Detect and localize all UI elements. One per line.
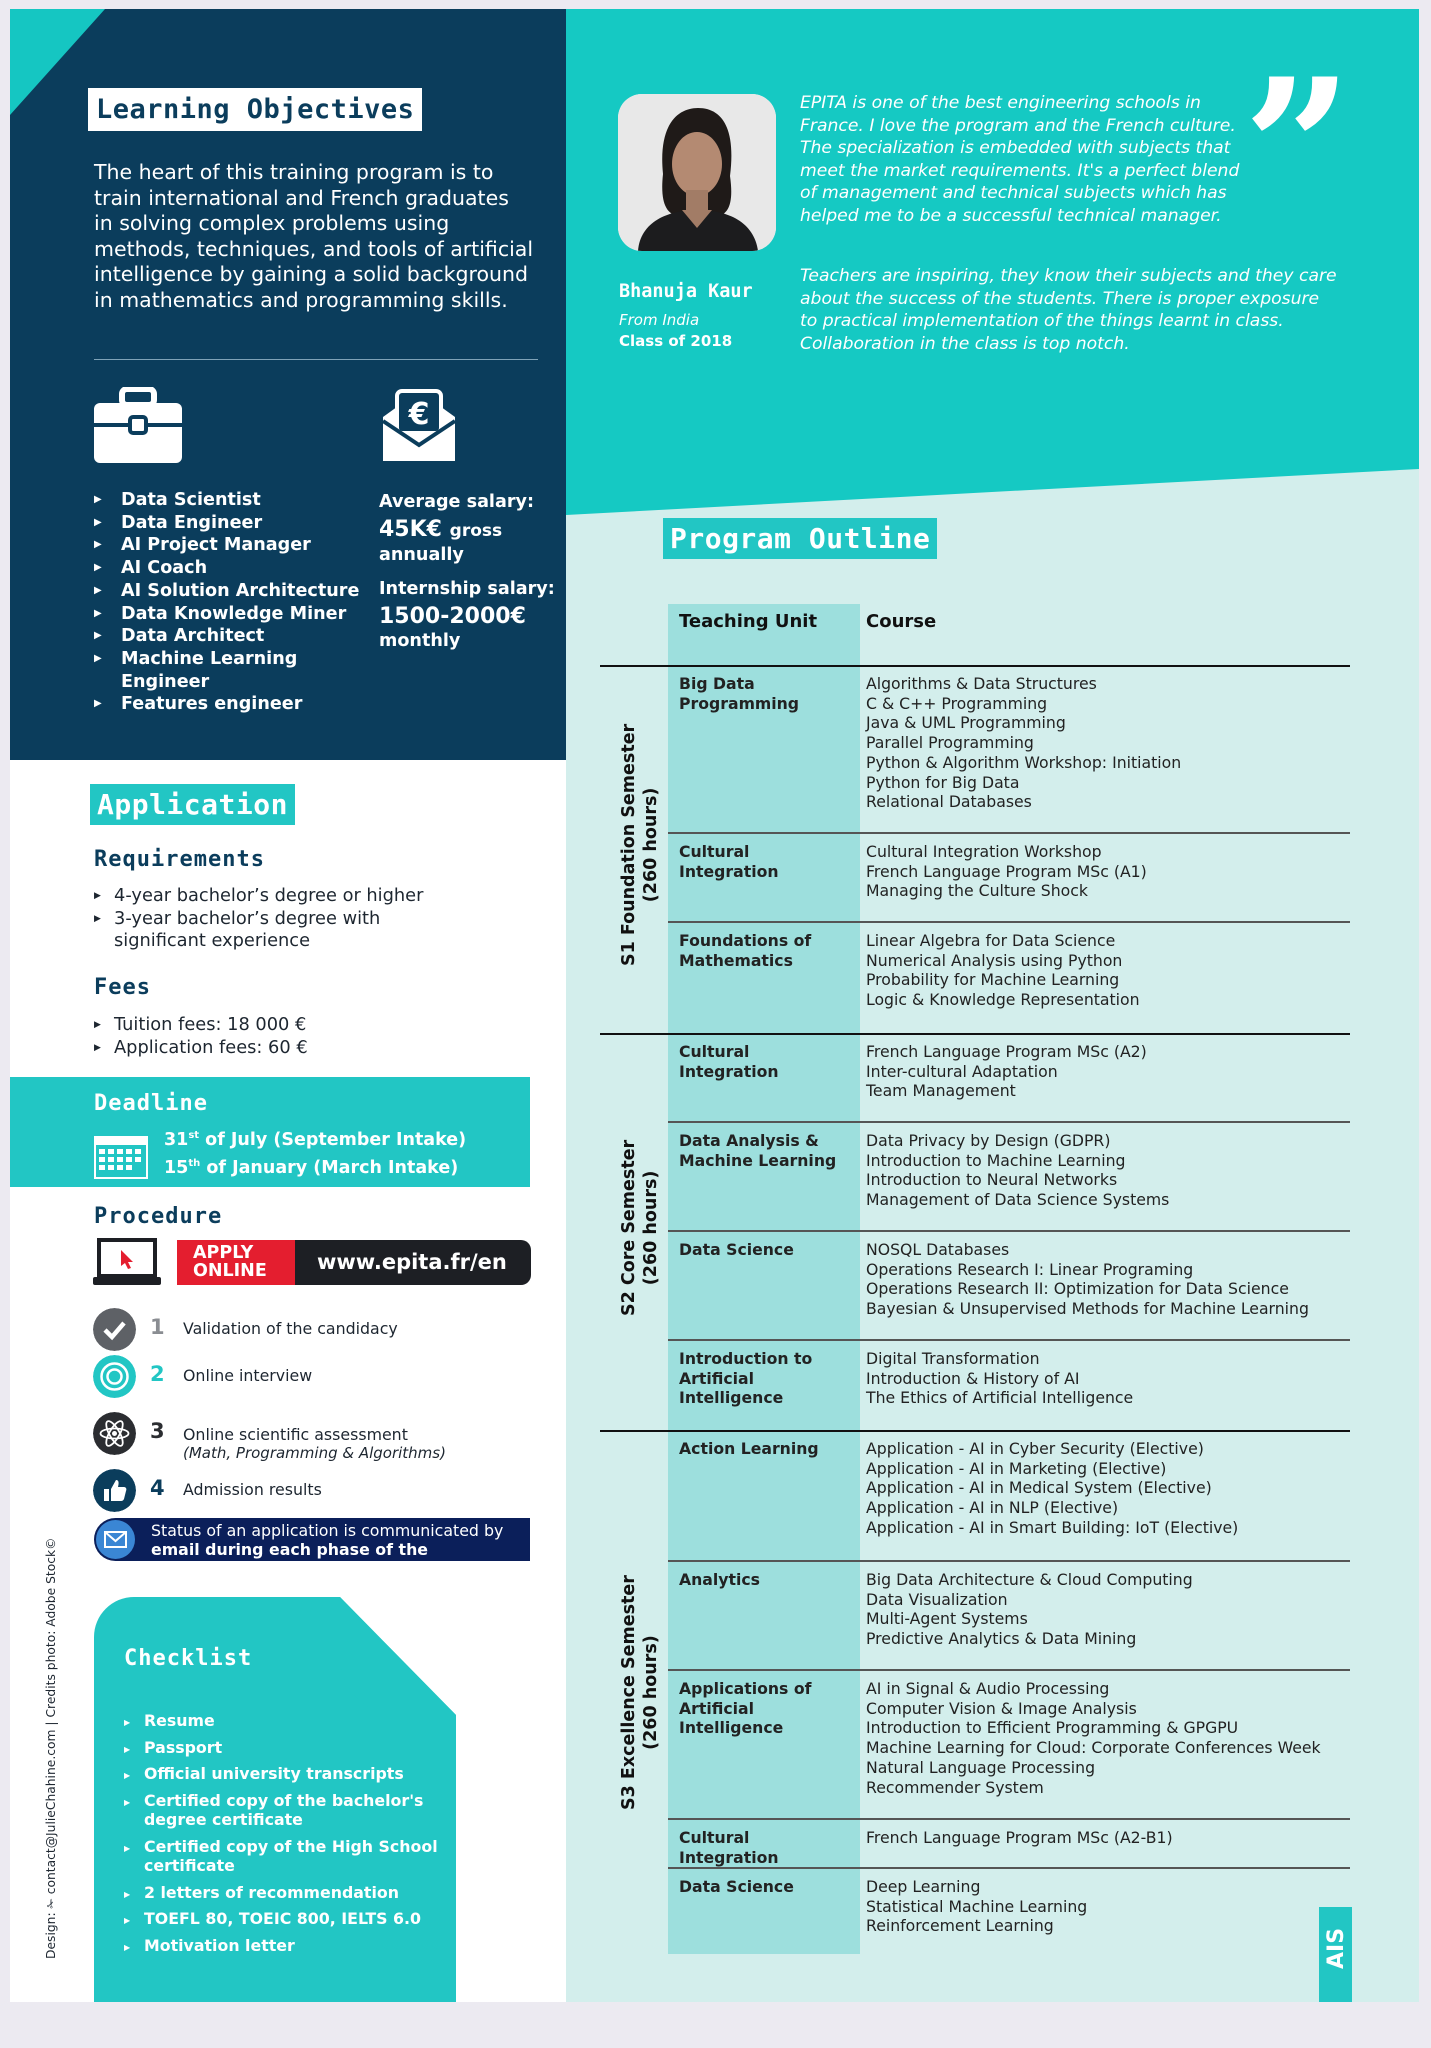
checklist-item: ▶ 2 letters of recommendation [124,1883,444,1903]
course-list [866,674,1181,812]
teaching-unit: Data Science [679,1240,794,1259]
email-status-bar [94,1518,530,1578]
course-item: Managing the Culture Shock [866,881,1088,901]
student-portrait-icon [618,94,776,251]
course-item: Introduction to Neural Networks [866,1170,1118,1190]
row-divider [668,921,1350,923]
career-item: ▶ Data Scientist [94,489,364,512]
course-item: Digital Transformation [866,1349,1040,1368]
average-salary-value: 45K€ gross [379,517,503,542]
semester-label: S3 Excellence Semester (260 hours) [619,1575,661,1811]
course-item: Logic & Knowledge Representation [866,990,1140,1010]
thumbs-up-icon [93,1469,136,1512]
course-list [866,1042,1147,1101]
course-item: Probability for Machine Learning [866,970,1120,990]
checklist-item: ▶ Motivation letter [124,1936,444,1956]
course-item: Application - AI in Smart Building: IoT (Elective) [866,1517,1239,1537]
course-item: C & C++ Programming [866,693,1048,713]
course-item: Operations Research II: Optimization for Data Science [866,1279,1289,1299]
teaching-unit: Foundations of Mathematics [679,931,812,970]
fee-item: ▶ Application fees: 60 € [94,1037,454,1060]
course-item: Deep Learning [866,1877,981,1896]
checklist-item: ▶ Certified copy of the High School certificate [124,1837,444,1876]
course-item: Application - AI in Medical System (Elective) [866,1478,1212,1498]
page-fold-decoration [340,1597,456,1715]
row-divider [668,1230,1350,1232]
course-item: Statistical Machine Learning [866,1896,1088,1916]
course-item: Bayesian & Unsupervised Methods for Machine Learning [866,1299,1309,1319]
course-item: Big Data Architecture & Cloud Computing [866,1570,1193,1589]
course-item: Machine Learning for Cloud: Corporate Conferences Week [866,1738,1321,1758]
semester-label: S1 Foundation Semester (260 hours) [619,723,661,966]
checklist-list [124,1711,444,1962]
teaching-unit-header: Teaching Unit [679,611,818,632]
career-item: ▶ Data Knowledge Miner [94,603,364,626]
student-class: Class of 2018 [619,332,733,350]
internship-salary-label: Internship salary: [379,579,555,599]
row-divider [668,1818,1350,1820]
career-item: ▶ Data Architect [94,625,364,648]
row-divider [668,1669,1350,1671]
course-item: Java & UML Programming [866,713,1066,733]
course-header: Course [866,611,937,632]
atom-icon [93,1412,136,1455]
website-link[interactable]: www.epita.fr/en [295,1240,531,1285]
student-photo [618,94,776,251]
testimonial-paragraph-2: Teachers are inspiring, they know their subjects and they care about the success of the students. There is proper exposure to practical implementation of the things learnt in class. Collaboration in the class is top notch. [800,266,1337,354]
course-item: Python for Big Data [866,772,1020,792]
row-divider [668,832,1350,834]
course-item: Linear Algebra for Data Science [866,931,1116,950]
course-list [866,1349,1133,1408]
procedure-step-1: 1 Validation of the candidacy [93,1308,533,1354]
course-item: Application - AI in Marketing (Elective) [866,1458,1167,1478]
teaching-unit: Data Analysis & Machine Learning [679,1131,837,1170]
course-item: Numerical Analysis using Python [866,950,1123,970]
quote-mark-icon: ” [1243,37,1353,260]
course-item: Python & Algorithm Workshop: Initiation [866,752,1182,772]
deadline-march: 15th of January (March Intake) [164,1158,459,1179]
svg-text:€: € [408,397,430,432]
course-list [866,842,1147,901]
diagonal-accent [566,469,1419,515]
teaching-unit-column [668,604,860,1954]
course-list [866,1679,1321,1797]
course-item: The Ethics of Artificial Intelligence [866,1388,1134,1408]
program-outline-title: Program Outline [663,518,937,559]
requirements-list [94,885,454,953]
procedure-heading: Procedure [94,1204,223,1229]
course-list [866,1877,1087,1936]
career-item: ▶ Features engineer [94,693,364,716]
procedure-step-3: 3 Online scientific assessment (Math, Programming & Algorithms) [93,1412,533,1458]
career-item: ▶ Machine Learning Engineer [94,648,364,693]
testimonial-paragraph-1: EPITA is one of the best engineering schools in France. I love the program and the French culture. The specialization is embedded with subjects that meet the market requirements. It's a perfect blend of management and technical subjects which has helped me to be a successful technical manager. [800,93,1240,226]
checklist-item: ▶ Passport [124,1738,444,1758]
course-item: Parallel Programming [866,733,1034,753]
row-divider [668,1867,1350,1869]
checklist-item: ▶ Official university transcripts [124,1764,444,1784]
application-title: Application [90,784,295,825]
course-item: Data Privacy by Design (GDPR) [866,1131,1111,1150]
course-list [866,1828,1173,1848]
student-name: Bhanuja Kaur [619,281,753,302]
course-item: French Language Program MSc (A1) [866,861,1147,881]
apply-online-button[interactable]: APPLY ONLINE [177,1240,295,1285]
teaching-unit: Introduction to Artificial Intelligence [679,1349,813,1407]
average-salary-period: annually [379,545,464,565]
average-salary-label: Average salary: [379,492,535,512]
career-item: ▶ AI Solution Architecture [94,580,364,603]
fees-heading: Fees [94,975,151,1000]
course-item: Operations Research I: Linear Programing [866,1259,1194,1279]
course-item: Natural Language Processing [866,1757,1096,1777]
career-list [94,489,364,716]
deadline-banner [10,1077,530,1187]
course-item: Introduction to Machine Learning [866,1150,1126,1170]
checkmark-icon [93,1308,136,1351]
divider [94,359,538,360]
teaching-unit: Applications of Artificial Intelligence [679,1679,812,1737]
learning-objectives-panel [10,9,566,760]
course-item: Multi-Agent Systems [866,1609,1028,1629]
course-item: Team Management [866,1081,1016,1101]
semester-divider [600,1430,1350,1432]
course-list [866,1240,1309,1319]
teaching-unit: Action Learning [679,1439,819,1458]
semester-divider [600,665,1350,667]
design-credits: Design: ✁ contact@JulieChahine.com | Credits photo: Adobe Stock© [44,1537,58,1959]
deadline-title: Deadline [94,1091,208,1116]
step-text: Admission results [183,1480,322,1499]
course-item: Cultural Integration Workshop [866,842,1102,861]
row-divider [668,1121,1350,1123]
course-item: Recommender System [866,1777,1044,1797]
requirement-item: ▶ 3-year bachelor’s degree with significant experience [94,908,454,953]
course-item: Predictive Analytics & Data Mining [866,1629,1137,1649]
course-item: AI in Signal & Audio Processing [866,1679,1110,1698]
course-item: French Language Program MSc (A2-B1) [866,1828,1173,1847]
ais-badge: AIS [1319,1907,1352,2002]
course-item: Computer Vision & Image Analysis [866,1698,1137,1718]
course-list [866,931,1140,1010]
course-item: Application - AI in NLP (Elective) [866,1498,1119,1518]
requirements-heading: Requirements [94,847,265,872]
apply-online-bar[interactable] [93,1238,531,1287]
procedure-step-4: 4 Admission results [93,1469,533,1515]
euro-envelope-icon [379,387,459,465]
career-item: ▶ AI Project Manager [94,534,364,557]
course-item: Data Visualization [866,1589,1008,1609]
career-item: ▶ Data Engineer [94,512,364,535]
course-list [866,1131,1169,1210]
fees-list [94,1014,454,1059]
fee-item: ▶ Tuition fees: 18 000 € [94,1014,454,1037]
checklist-item: ▶ TOEFL 80, TOEIC 800, IELTS 6.0 [124,1909,444,1929]
briefcase-icon [94,387,182,465]
semester-label: S2 Core Semester (260 hours) [619,1140,661,1317]
email-status-text: Status of an application is communicated by email during each phase of the procedure. [151,1521,504,1578]
step-text: Online scientific assessment (Math, Programming & Algorithms) [183,1425,446,1462]
course-list [866,1439,1238,1538]
checklist-item: ▶ Certified copy of the bachelor's degree certificate [124,1791,444,1830]
semester-divider [600,1033,1350,1035]
course-item: Management of Data Science Systems [866,1190,1170,1210]
teaching-unit: Cultural Integration [679,1042,779,1081]
deadline-dates [164,1124,466,1181]
step-text: Online interview [183,1366,313,1385]
learning-objectives-title: Learning Objectives [88,88,422,131]
course-item: Introduction to Efficient Programming & GPGPU [866,1718,1239,1738]
salary-info [379,491,569,652]
teaching-unit: Analytics [679,1570,761,1589]
course-item: French Language Program MSc (A2) [866,1042,1147,1061]
course-item: Reinforcement Learning [866,1916,1054,1936]
laptop-icon [93,1238,161,1287]
student-origin: From India [619,311,700,329]
career-item: ▶ AI Coach [94,557,364,580]
course-item: Algorithms & Data Structures [866,674,1097,693]
internship-salary-period: monthly [379,631,461,651]
step-text: Validation of the candidacy [183,1319,398,1338]
teaching-unit: Cultural Integration [679,1828,779,1867]
row-divider [668,1339,1350,1341]
internship-salary-value: 1500-2000€ [379,604,526,629]
checklist-card [94,1597,456,2002]
course-item: Relational Databases [866,792,1032,812]
checklist-item: ▶ Resume [124,1711,444,1731]
course-item: NOSQL Databases [866,1240,1010,1259]
teaching-unit: Data Science [679,1877,794,1896]
course-list [866,1570,1193,1649]
interview-icon [93,1355,136,1398]
course-item: Introduction & History of AI [866,1368,1080,1388]
learning-objectives-text: The heart of this training program is to train international and French graduates in solving complex problems using methods, techniques, and tools of artificial intelligence by gaining a solid background in mathematics and programming skills. [94,160,534,312]
brochure-page [10,9,1419,2002]
course-item: Inter-cultural Adaptation [866,1061,1058,1081]
checklist-title: Checklist [124,1646,253,1671]
email-icon [96,1520,135,1559]
deadline-september: 31st of July (September Intake) [164,1129,467,1150]
teaching-unit: Big Data Programming [679,674,800,713]
teaching-unit: Cultural Integration [679,842,779,881]
calendar-icon [94,1133,148,1179]
requirement-item: ▶ 4-year bachelor’s degree or higher [94,885,454,908]
row-divider [668,1560,1350,1562]
course-item: Application - AI in Cyber Security (Elective) [866,1439,1204,1458]
procedure-step-2: 2 Online interview [93,1355,533,1401]
